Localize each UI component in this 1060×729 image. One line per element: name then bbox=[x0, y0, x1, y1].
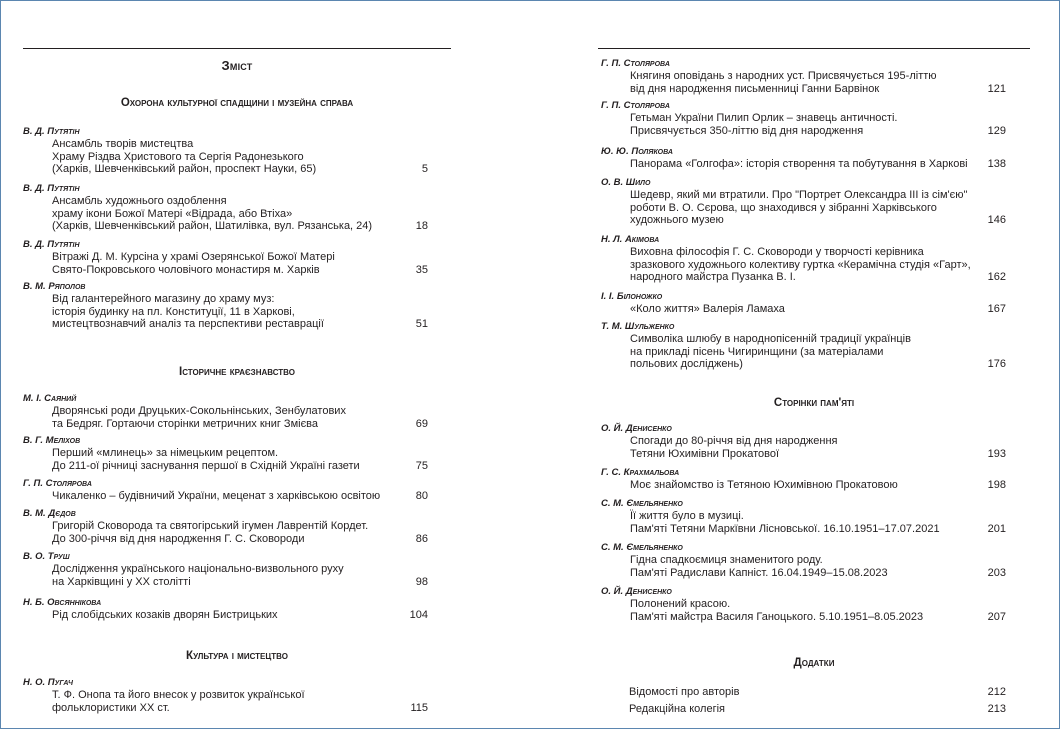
entry-author: В. Д. Путятін bbox=[23, 183, 80, 194]
entry-title-text: польових досліджень) bbox=[630, 358, 743, 370]
entry-title-text: Григорій Сковорода та святогірський ігумен Лаврентій Кордет. bbox=[52, 520, 369, 532]
entry-title-line bbox=[23, 138, 428, 151]
appendix-item-authors bbox=[629, 686, 1006, 699]
toc-entry bbox=[23, 551, 428, 588]
toc-entry bbox=[601, 100, 1006, 137]
toc-entry bbox=[23, 478, 428, 503]
entry-title-line bbox=[23, 702, 428, 715]
entry-title-line bbox=[601, 510, 1006, 523]
entry-title-line bbox=[23, 293, 428, 306]
entry-title-text: Пам'яті Радислави Капніст. 16.04.1949–15.08.2023 bbox=[630, 566, 888, 579]
entry-title-text: Рід слобідських козаків дворян Бистрицьких bbox=[52, 609, 278, 621]
entry-title-line bbox=[601, 435, 1006, 448]
entry-title-text: Ансамбль художнього оздоблення bbox=[52, 195, 227, 207]
entry-title-line bbox=[23, 447, 428, 460]
page-number: 207 bbox=[987, 610, 1006, 623]
entry-title-text: Моє знайомство із Тетяною Юхимівною Прокатовою bbox=[630, 479, 898, 491]
appendix-item-label: Редакційна колегія bbox=[629, 703, 725, 715]
page-number: 212 bbox=[987, 686, 1006, 698]
toc-entry bbox=[23, 393, 428, 430]
entry-title-line bbox=[23, 306, 428, 319]
page-number: 18 bbox=[415, 220, 428, 232]
toc-entry bbox=[601, 586, 1006, 623]
entry-title-line bbox=[601, 83, 1006, 96]
entry-author: І. І. Білоножко bbox=[601, 291, 663, 302]
entry-author: Г. П. Столярова bbox=[23, 478, 92, 489]
entry-title-text: фольклористики ХХ ст. bbox=[52, 701, 170, 714]
toc-entry bbox=[23, 183, 428, 233]
entry-title-text: Чикаленко – будівничий України, меценат з харківською освітою bbox=[52, 490, 381, 502]
toc-entry bbox=[601, 498, 1006, 535]
page-number: 193 bbox=[987, 447, 1006, 460]
entry-title-text: (Харків, Шевченківський район, Шатилівка, вул. Рязанська, 24) bbox=[52, 220, 373, 232]
entry-title-text: До 300-річчя від дня народження Г. С. Сковороди bbox=[52, 532, 305, 545]
page-number: 146 bbox=[987, 214, 1006, 226]
entry-title-line bbox=[601, 202, 1006, 215]
entry-author: Г. П. Столярова bbox=[601, 100, 670, 111]
entry-title-text: художнього музею bbox=[630, 214, 724, 226]
page-number: 5 bbox=[421, 163, 428, 175]
entry-title-line bbox=[23, 533, 428, 546]
entry-title-text: та Бедряг. Гортаючи сторінки метричних книг Змієва bbox=[52, 417, 319, 430]
toc-entry bbox=[23, 677, 428, 714]
entry-title-text: Пам'яті майстра Василя Ганоцького. 5.10.1951–8.05.2023 bbox=[630, 610, 924, 623]
entry-title-line bbox=[601, 158, 1006, 171]
entry-title-line bbox=[601, 214, 1006, 227]
entry-title-line bbox=[601, 448, 1006, 461]
entry-author: Н. Л. Акімова bbox=[601, 234, 660, 245]
entry-title-text: історія будинку на пл. Конституції, 11 в Харкові, bbox=[52, 305, 295, 318]
entry-title-text: Полонений красою. bbox=[630, 598, 731, 610]
entry-title-text: Вітражі Д. М. Курсіна у храмі Озерянської Божої Матері bbox=[52, 251, 335, 263]
entry-title-line bbox=[23, 264, 428, 277]
entry-title-line bbox=[23, 563, 428, 576]
entry-title-text: Виховна філософія Г. С. Сковороди у творчості керівника bbox=[630, 246, 924, 258]
toc-entry bbox=[23, 597, 428, 622]
entry-title-line bbox=[23, 689, 428, 702]
entry-title-line bbox=[23, 195, 428, 208]
entry-author: О. В. Шило bbox=[601, 177, 651, 188]
page-number: 104 bbox=[409, 609, 428, 621]
page-number: 198 bbox=[987, 479, 1006, 491]
entry-title-text: Символіка шлюбу в народнопісенній традиції українців bbox=[630, 333, 911, 345]
entry-title-line bbox=[601, 346, 1006, 359]
entry-title-text: народного майстра Пузанка В. І. bbox=[630, 271, 796, 283]
page-title: Зміст bbox=[221, 58, 253, 73]
entry-title-line bbox=[601, 358, 1006, 371]
toc-entry bbox=[601, 291, 1006, 316]
page-number: 121 bbox=[987, 82, 1006, 95]
page-number: 69 bbox=[415, 417, 428, 430]
entry-title-text: Гетьман України Пилип Орлик – знавець античності. bbox=[630, 112, 898, 124]
entry-title-text: До 211-ої річниці заснування першої в Східній Україні газети bbox=[52, 459, 360, 472]
entry-author: С. М. Ємельяненко bbox=[601, 498, 683, 509]
entry-title-line bbox=[601, 259, 1006, 272]
entry-title-text: Дослідження українського національно-визвольного руху bbox=[52, 563, 344, 575]
page-number: 201 bbox=[987, 522, 1006, 535]
page-number: 75 bbox=[415, 459, 428, 472]
entry-title-line bbox=[23, 460, 428, 473]
entry-title-text: Спогади до 80-річчя від дня народження bbox=[630, 435, 838, 447]
toc-entry bbox=[23, 281, 428, 331]
entry-title-line bbox=[23, 490, 428, 503]
toc-entry bbox=[601, 58, 1006, 95]
entry-title-text: Тетяни Юхимівни Прокатової bbox=[630, 447, 780, 460]
entry-title-line bbox=[601, 112, 1006, 125]
entry-author: О. Й. Денисенко bbox=[601, 423, 672, 434]
entry-title-text: зразкового художнього колективу гуртка «Керамічна студія «Гарт», bbox=[630, 258, 971, 271]
entry-title-text: Храму Різдва Христового та Сергія Радонезького bbox=[52, 150, 304, 163]
right-top-rule bbox=[598, 48, 1030, 49]
entry-title-line bbox=[601, 125, 1006, 138]
entry-author: М. І. Саяний bbox=[23, 393, 77, 404]
entry-title-line bbox=[601, 523, 1006, 536]
toc-entry bbox=[601, 423, 1006, 460]
entry-title-line bbox=[23, 520, 428, 533]
entry-title-line bbox=[23, 576, 428, 589]
page-number: 98 bbox=[415, 575, 428, 588]
entry-title-line bbox=[601, 567, 1006, 580]
section-heading-local-history: Історичне краєзнавство bbox=[179, 366, 295, 378]
entry-author: В. Г. Меліхов bbox=[23, 435, 81, 446]
entry-title-line bbox=[601, 611, 1006, 624]
entry-title-line bbox=[601, 189, 1006, 202]
entry-title-line bbox=[23, 418, 428, 431]
entry-title-text: Ансамбль творів мистецтва bbox=[52, 138, 194, 150]
page-number: 51 bbox=[415, 318, 428, 330]
entry-title-text: на Харківщині у ХХ столітті bbox=[52, 575, 191, 588]
entry-author: С. М. Ємельяненко bbox=[601, 542, 683, 553]
entry-title-text: Присвячується 350-літтю від дня народження bbox=[630, 124, 864, 137]
entry-title-line bbox=[23, 251, 428, 264]
entry-title-text: на прикладі пісень Чигиринщини (за матеріалами bbox=[630, 345, 884, 358]
left-top-rule bbox=[23, 48, 451, 49]
entry-author: Г. П. Столярова bbox=[601, 58, 670, 69]
entry-title-line bbox=[23, 163, 428, 176]
entry-title-line bbox=[601, 303, 1006, 316]
toc-entry bbox=[601, 542, 1006, 579]
entry-author: Г. С. Крахмальова bbox=[601, 467, 680, 478]
toc-entry bbox=[23, 126, 428, 176]
entry-title-text: від дня народження письменниці Ганни Барвінок bbox=[630, 82, 880, 95]
entry-title-line bbox=[23, 151, 428, 164]
entry-author: В. М. Ряполов bbox=[23, 281, 86, 292]
entry-title-line bbox=[23, 405, 428, 418]
entry-title-text: «Коло життя» Валерія Ламаха bbox=[630, 303, 785, 315]
entry-title-line bbox=[23, 318, 428, 331]
section-heading-heritage: Охорона культурної спадщини і музейна справа bbox=[120, 97, 354, 109]
entry-title-line bbox=[23, 609, 428, 622]
page-number: 115 bbox=[410, 701, 428, 714]
page-number: 176 bbox=[987, 358, 1006, 370]
entry-title-line bbox=[601, 598, 1006, 611]
entry-title-text: Шедевр, який ми втратили. Про "Портрет Олександра ІІІ із сім'єю" bbox=[630, 189, 968, 201]
entry-title-text: Панорама «Голгофа»: історія створення та побутування в Харкові bbox=[630, 158, 968, 170]
section-heading-culture: Культура і мистецтво bbox=[186, 650, 288, 662]
page-number: 162 bbox=[987, 271, 1006, 283]
page-number: 80 bbox=[415, 490, 428, 502]
entry-author: В. Д. Путятін bbox=[23, 126, 80, 137]
entry-author: В. М. Дєдов bbox=[23, 508, 76, 519]
section-heading-memory: Сторінки пам'яті bbox=[773, 397, 855, 409]
page-number: 138 bbox=[987, 158, 1006, 170]
toc-entry bbox=[601, 321, 1006, 371]
toc-entry bbox=[23, 239, 428, 276]
entry-title-line bbox=[601, 70, 1006, 83]
entry-author: В. Д. Путятін bbox=[23, 239, 80, 250]
entry-title-text: Її життя було в музиці. bbox=[630, 510, 744, 522]
page-number: 35 bbox=[415, 263, 428, 276]
entry-title-text: Пам'яті Тетяни Маркївни Лісновської. 16.10.1951–17.07.2021 bbox=[630, 522, 940, 535]
entry-title-text: (Харків, Шевченківський район, проспект Науки, 65) bbox=[52, 163, 317, 175]
entry-title-line bbox=[601, 271, 1006, 284]
page-number: 129 bbox=[987, 124, 1006, 137]
entry-title-text: мистецтвознавчий аналіз та перспективи реставрації bbox=[52, 318, 324, 330]
toc-entry bbox=[601, 177, 1006, 227]
entry-title-line bbox=[601, 554, 1006, 567]
entry-title-text: роботи В. О. Сєрова, що знаходився у зібранні Харківського bbox=[630, 201, 937, 214]
entry-title-text: Перший «млинець» за німецьким рецептом. bbox=[52, 447, 279, 459]
entry-title-text: Т. Ф. Онопа та його внесок у розвиток української bbox=[52, 689, 305, 701]
toc-entry bbox=[23, 508, 428, 545]
toc-entry bbox=[601, 234, 1006, 284]
entry-title-text: Свято-Покровського чоловічого монастиря м. Харків bbox=[52, 263, 320, 276]
entry-author: Ю. Ю. Полякова bbox=[601, 146, 673, 157]
entry-title-text: Від галантерейного магазину до храму муз: bbox=[52, 293, 275, 305]
entry-title-line bbox=[601, 479, 1006, 492]
entry-title-text: храму ікони Божої Матері «Відрада, або Втіха» bbox=[52, 207, 293, 220]
entry-author: Н. О. Пугач bbox=[23, 677, 73, 688]
entry-author: Н. Б. Овсяннікова bbox=[23, 597, 102, 608]
toc-entry bbox=[23, 435, 428, 472]
section-heading-appendix: Додатки bbox=[793, 657, 835, 669]
entry-title-line bbox=[23, 208, 428, 221]
entry-author: В. О. Труш bbox=[23, 551, 70, 562]
toc-entry bbox=[601, 467, 1006, 492]
entry-author: О. Й. Денисенко bbox=[601, 586, 672, 597]
entry-title-line bbox=[601, 246, 1006, 259]
entry-title-text: Гідна спадкоємиця знаменитого роду. bbox=[630, 554, 823, 566]
toc-entry bbox=[601, 146, 1006, 171]
entry-author: Т. М. Шульженко bbox=[601, 321, 675, 332]
page-number: 203 bbox=[987, 566, 1006, 579]
appendix-item-label: Відомості про авторів bbox=[629, 686, 740, 698]
entry-title-text: Княгиня оповідань з народних уст. Присвячується 195-літтю bbox=[630, 70, 937, 82]
page-number: 213 bbox=[987, 703, 1006, 715]
entry-title-line bbox=[601, 333, 1006, 346]
entry-title-line bbox=[23, 220, 428, 233]
appendix-item-board bbox=[629, 703, 1006, 716]
page-number: 86 bbox=[415, 532, 428, 545]
page-number: 167 bbox=[987, 303, 1006, 315]
entry-title-text: Дворянські роди Друцьких-Сокольнінських, Зенбулатових bbox=[52, 405, 346, 417]
